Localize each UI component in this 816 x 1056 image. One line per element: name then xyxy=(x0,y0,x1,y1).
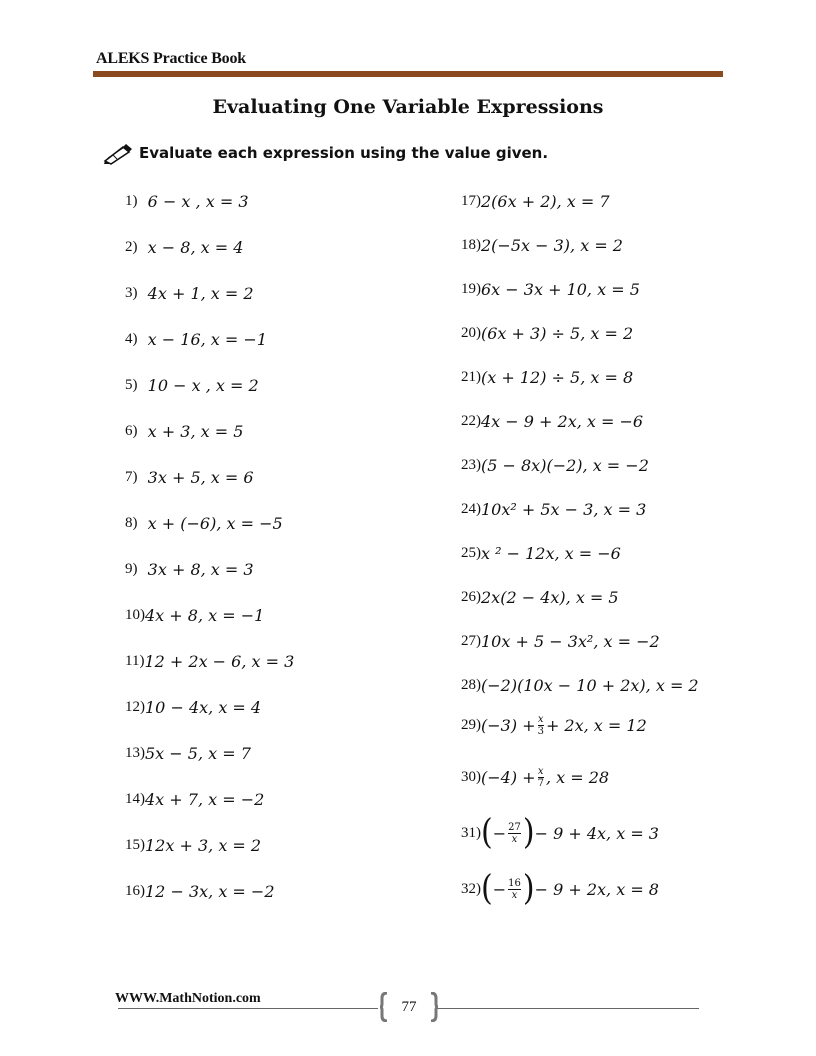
problem-number: 25) xyxy=(461,545,481,561)
problem-expression: (5 − 8x)(−2), x = −2 xyxy=(481,456,649,475)
negative-sign: − xyxy=(492,823,507,843)
problem-22 xyxy=(461,412,643,431)
problem-28 xyxy=(461,676,699,695)
problem-7 xyxy=(125,468,254,487)
left-bracket-icon xyxy=(380,992,388,1022)
problem-number: 7) xyxy=(125,469,138,485)
problem-number: 4) xyxy=(125,331,138,347)
problem-9 xyxy=(125,560,254,579)
problem-10 xyxy=(125,606,264,625)
problem-number: 16) xyxy=(125,883,145,899)
problem-3 xyxy=(125,284,254,303)
problem-expression: x + 3, x = 5 xyxy=(147,422,244,441)
problem-expression: 6 − x , x = 3 xyxy=(147,192,249,211)
problem-8 xyxy=(125,514,283,533)
right-bracket-icon xyxy=(430,992,438,1022)
problem-expression: 12 − 3x, x = −2 xyxy=(145,882,275,901)
problem-2 xyxy=(125,238,243,257)
instructions xyxy=(103,140,548,166)
problem-expression-start: (−4) + xyxy=(481,768,536,787)
problem-number: 29) xyxy=(461,717,481,733)
problem-expression: 5x − 5, x = 7 xyxy=(145,744,251,763)
left-parenthesis: ( xyxy=(481,812,493,853)
problem-expression: (x + 12) ÷ 5, x = 8 xyxy=(481,368,634,387)
problem-number: 1) xyxy=(125,193,138,209)
problem-number: 9) xyxy=(125,561,138,577)
fraction-numerator: 27 xyxy=(508,821,521,833)
fraction xyxy=(508,878,521,901)
problem-expression: 2(6x + 2), x = 7 xyxy=(481,192,610,211)
problem-number: 15) xyxy=(125,837,145,853)
problem-expression: 10x + 5 − 3x², x = −2 xyxy=(481,632,660,651)
problem-number: 20) xyxy=(461,325,481,341)
fraction-denominator: 3 xyxy=(537,726,544,737)
problem-24 xyxy=(461,500,646,519)
fraction-numerator: x xyxy=(537,766,544,777)
problem-expression: 12x + 3, x = 2 xyxy=(145,836,262,855)
problem-number: 12) xyxy=(125,699,145,715)
problem-19 xyxy=(461,280,640,299)
problem-4 xyxy=(125,330,267,349)
problem-13 xyxy=(125,744,251,763)
problem-number: 22) xyxy=(461,413,481,429)
problem-number: 14) xyxy=(125,791,145,807)
problem-expression: 12 + 2x − 6, x = 3 xyxy=(144,652,295,671)
right-parenthesis: ) xyxy=(522,812,535,853)
problem-expression-end: , x = 28 xyxy=(545,768,610,787)
problem-number: 2) xyxy=(125,239,138,255)
left-parenthesis: ( xyxy=(481,868,493,909)
problem-expression-end: − 9 + 4x, x = 3 xyxy=(534,823,659,843)
problem-expression: 10x² + 5x − 3, x = 3 xyxy=(481,500,647,519)
problem-expression: 3x + 5, x = 6 xyxy=(147,468,254,487)
problem-12 xyxy=(125,698,261,717)
negative-sign: − xyxy=(492,879,507,899)
problem-expression: 2(−5x − 3), x = 2 xyxy=(481,236,623,255)
problem-27 xyxy=(461,632,660,651)
problem-expression: x − 16, x = −1 xyxy=(147,330,267,349)
problem-number: 30) xyxy=(461,769,481,785)
problem-expression: (6x + 3) ÷ 5, x = 2 xyxy=(481,324,634,343)
problem-number: 6) xyxy=(125,423,138,439)
problem-15 xyxy=(125,836,261,855)
problem-number: 24) xyxy=(461,501,481,517)
problem-number: 19) xyxy=(461,281,481,297)
problem-expression: (−2)(10x − 10 + 2x), x = 2 xyxy=(481,676,699,695)
problem-20 xyxy=(461,324,633,343)
problem-expression: 3x + 8, x = 3 xyxy=(147,560,254,579)
problem-29 xyxy=(461,714,647,737)
fraction-numerator: 16 xyxy=(508,877,521,889)
footer-rule-right xyxy=(437,1008,699,1009)
problem-expression-end: + 2x, x = 12 xyxy=(545,716,647,735)
problem-17 xyxy=(461,192,610,211)
problem-expression-end: − 9 + 2x, x = 8 xyxy=(534,879,659,899)
problem-number: 18) xyxy=(461,237,481,253)
problem-expression: 4x + 8, x = −1 xyxy=(145,606,265,625)
problem-number: 3) xyxy=(125,285,138,301)
problem-26 xyxy=(461,588,619,607)
problem-number: 11) xyxy=(125,653,145,669)
problem-expression: 6x − 3x + 10, x = 5 xyxy=(481,280,640,299)
pencil-icon xyxy=(103,141,135,165)
fraction-denominator: x xyxy=(511,889,518,901)
problem-number: 5) xyxy=(125,377,138,393)
fraction-numerator: x xyxy=(537,714,544,725)
problem-1 xyxy=(125,192,249,211)
problem-number: 31) xyxy=(461,824,481,841)
problem-14 xyxy=(125,790,264,809)
problem-number: 26) xyxy=(461,589,481,605)
problem-expression: 10 − 4x, x = 4 xyxy=(145,698,262,717)
problem-6 xyxy=(125,422,243,441)
problem-25 xyxy=(461,544,621,563)
instructions-text: Evaluate each expression using the value given. xyxy=(139,144,549,162)
problem-16 xyxy=(125,882,275,901)
problem-number: 13) xyxy=(125,745,145,761)
problem-expression-start: (−3) + xyxy=(481,716,536,735)
problem-expression: 2x(2 − 4x), x = 5 xyxy=(481,588,619,607)
problem-number: 32) xyxy=(461,880,481,897)
fraction xyxy=(538,714,544,737)
problem-32 xyxy=(461,868,659,909)
footer-website: WWW.MathNotion.com xyxy=(115,991,261,1006)
problem-expression: 4x − 9 + 2x, x = −6 xyxy=(481,412,644,431)
problem-expression: 4x + 7, x = −2 xyxy=(145,790,265,809)
problem-30 xyxy=(461,766,609,789)
problem-number: 28) xyxy=(461,677,481,693)
problem-expression: 10 − x , x = 2 xyxy=(147,376,259,395)
problem-number: 10) xyxy=(125,607,145,623)
header-rule xyxy=(93,71,723,77)
problem-number: 23) xyxy=(461,457,481,473)
problem-11 xyxy=(125,652,294,671)
page-number-box xyxy=(380,992,438,1022)
fraction-denominator: 7 xyxy=(537,778,544,789)
problem-5 xyxy=(125,376,259,395)
problem-expression: x ² − 12x, x = −6 xyxy=(481,544,621,563)
fraction xyxy=(538,766,544,789)
problem-number: 21) xyxy=(461,369,481,385)
problem-23 xyxy=(461,456,649,475)
problem-18 xyxy=(461,236,623,255)
book-title: ALEKS Practice Book xyxy=(96,50,246,67)
problem-31 xyxy=(461,812,659,853)
problem-number: 8) xyxy=(125,515,138,531)
problem-expression: x + (−6), x = −5 xyxy=(147,514,283,533)
problem-number: 27) xyxy=(461,633,481,649)
problem-21 xyxy=(461,368,633,387)
page-title: Evaluating One Variable Expressions xyxy=(212,96,604,118)
page-number: 77 xyxy=(401,998,417,1015)
problem-number: 17) xyxy=(461,193,481,209)
problem-expression: x − 8, x = 4 xyxy=(147,238,244,257)
footer-rule-left xyxy=(118,1008,378,1009)
fraction xyxy=(508,822,521,845)
problem-expression: 4x + 1, x = 2 xyxy=(147,284,254,303)
fraction-denominator: x xyxy=(511,833,518,845)
right-parenthesis: ) xyxy=(522,868,535,909)
